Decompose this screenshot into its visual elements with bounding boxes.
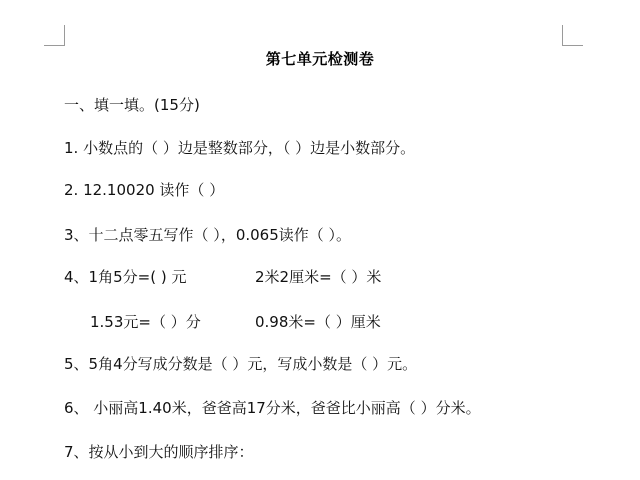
question-2: 2. 12.10020 读作（ ） — [64, 181, 225, 199]
question-7: 7、按从小到大的顺序排序： — [64, 443, 254, 461]
document-title: 第七单元检测卷 — [265, 50, 375, 68]
crop-mark-top-right — [562, 25, 583, 46]
question-5: 5、5角4分写成分数是（ ）元，写成小数是（ ）元。 — [64, 355, 418, 373]
question-1: 1. 小数点的（ ）边是整数部分，（ ）边是小数部分。 — [64, 139, 416, 157]
question-4-row2-left: 1.53元=（ ）分 — [90, 313, 201, 331]
question-3: 3、十二点零五写作（ ），0.065读作（ ）。 — [64, 226, 352, 244]
question-4-row2-right: 0.98米=（ ）厘米 — [255, 313, 381, 331]
section-heading: 一、填一填。(15分) — [64, 96, 200, 114]
question-4-row1-right: 2米2厘米=（ ）米 — [255, 268, 382, 286]
question-4-row1-left: 4、1角5分=( ) 元 — [64, 268, 187, 286]
crop-mark-top-left — [44, 25, 65, 46]
question-6: 6、 小丽高1.40米，爸爸高17分米，爸爸比小丽高（ ）分米。 — [64, 399, 481, 417]
